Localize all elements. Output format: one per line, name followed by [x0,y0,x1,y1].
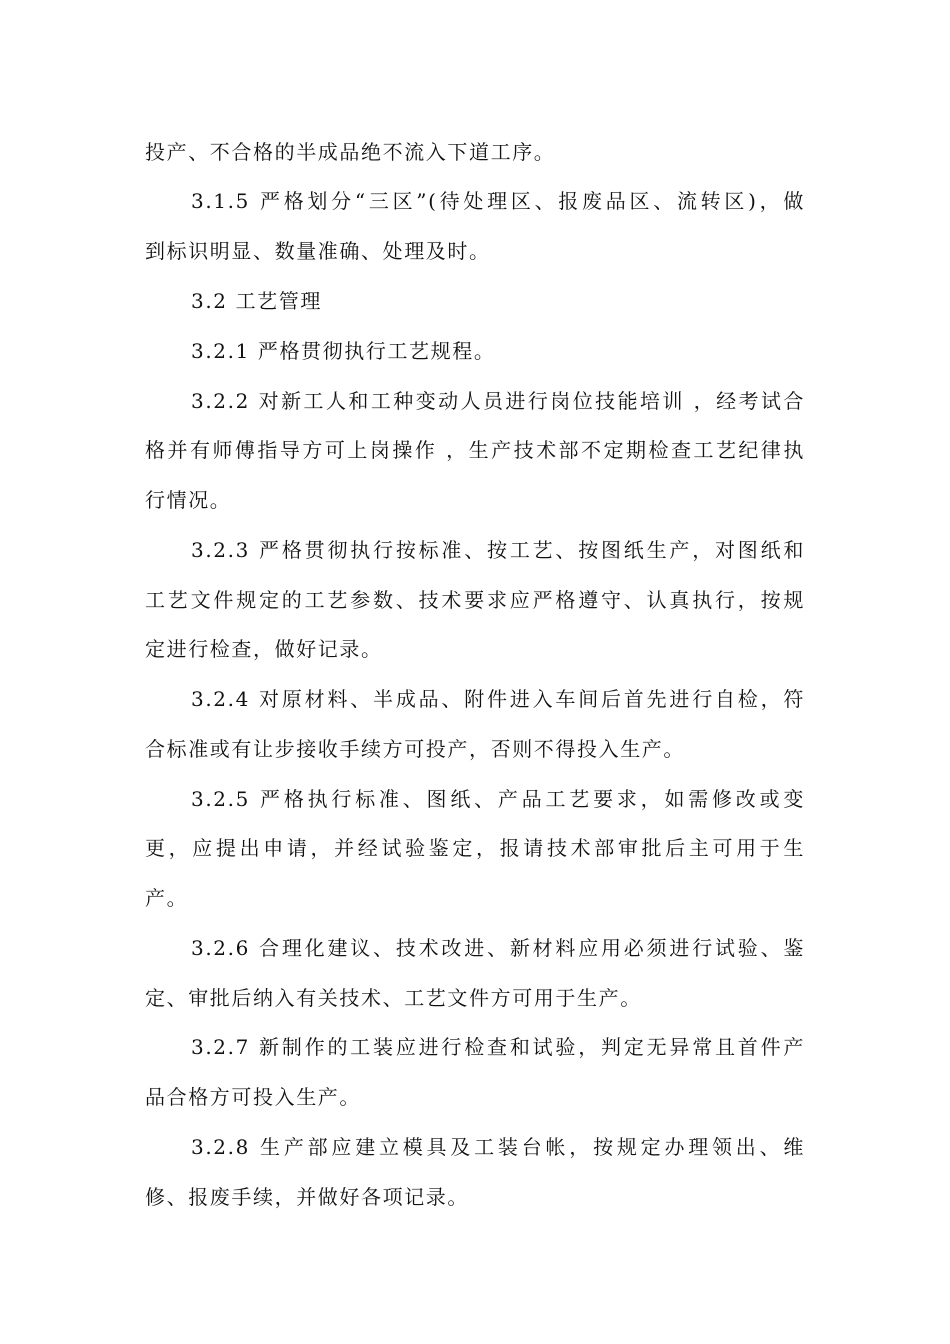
clause-3-2-8: 3.2.8 生产部应建立模具及工装台帐，按规定办理领出、维 [191,1135,805,1159]
clause-3-2-4: 3.2.4 对原材料、半成品、附件进入车间后首先进行自检，符 [191,687,805,711]
text-line: 合标准或有让步接收手续方可投产，否则不得投入生产。 [145,737,685,761]
clause-3-2-1: 3.2.1 严格贯彻执行工艺规程。 [191,339,496,363]
clause-3-2-3: 3.2.3 严格贯彻执行按标准、按工艺、按图纸生产，对图纸和 [191,538,805,562]
text-line: 更，应提出申请，并经试验鉴定，报请技术部审批后主可用于生 [145,836,805,860]
text-line: 到标识明显、数量准确、处理及时。 [145,239,491,263]
section-heading-3-2: 3.2 工艺管理 [191,289,322,313]
clause-3-2-7: 3.2.7 新制作的工装应进行检查和试验，判定无异常且首件产 [191,1035,805,1059]
text-line: 定进行检查，做好记录。 [145,637,383,661]
clause-3-1-5: 3.1.5 严格划分“三区”(待处理区、报废品区、流转区)，做 [191,189,805,213]
text-line: 修、报废手续，并做好各项记录。 [145,1185,469,1209]
text-line: 定、审批后纳入有关技术、工艺文件方可用于生产。 [145,986,642,1010]
text-line: 投产、不合格的半成品绝不流入下道工序。 [145,140,556,164]
text-line: 工艺文件规定的工艺参数、技术要求应严格遵守、认真执行，按规 [145,588,805,612]
clause-3-2-6: 3.2.6 合理化建议、技术改进、新材料应用必须进行试验、鉴 [191,936,805,960]
text-line: 行情况。 [145,488,232,512]
text-line: 品合格方可投入生产。 [145,1085,361,1109]
text-line: 格并有师傅指导方可上岗操作 ，生产技术部不定期检查工艺纪律执 [145,438,805,462]
clause-3-2-2: 3.2.2 对新工人和工种变动人员进行岗位技能培训 ，经考试合 [191,389,805,413]
text-line: 产。 [145,886,189,910]
clause-3-2-5: 3.2.5 严格执行标准、图纸、产品工艺要求，如需修改或变 [191,787,805,811]
